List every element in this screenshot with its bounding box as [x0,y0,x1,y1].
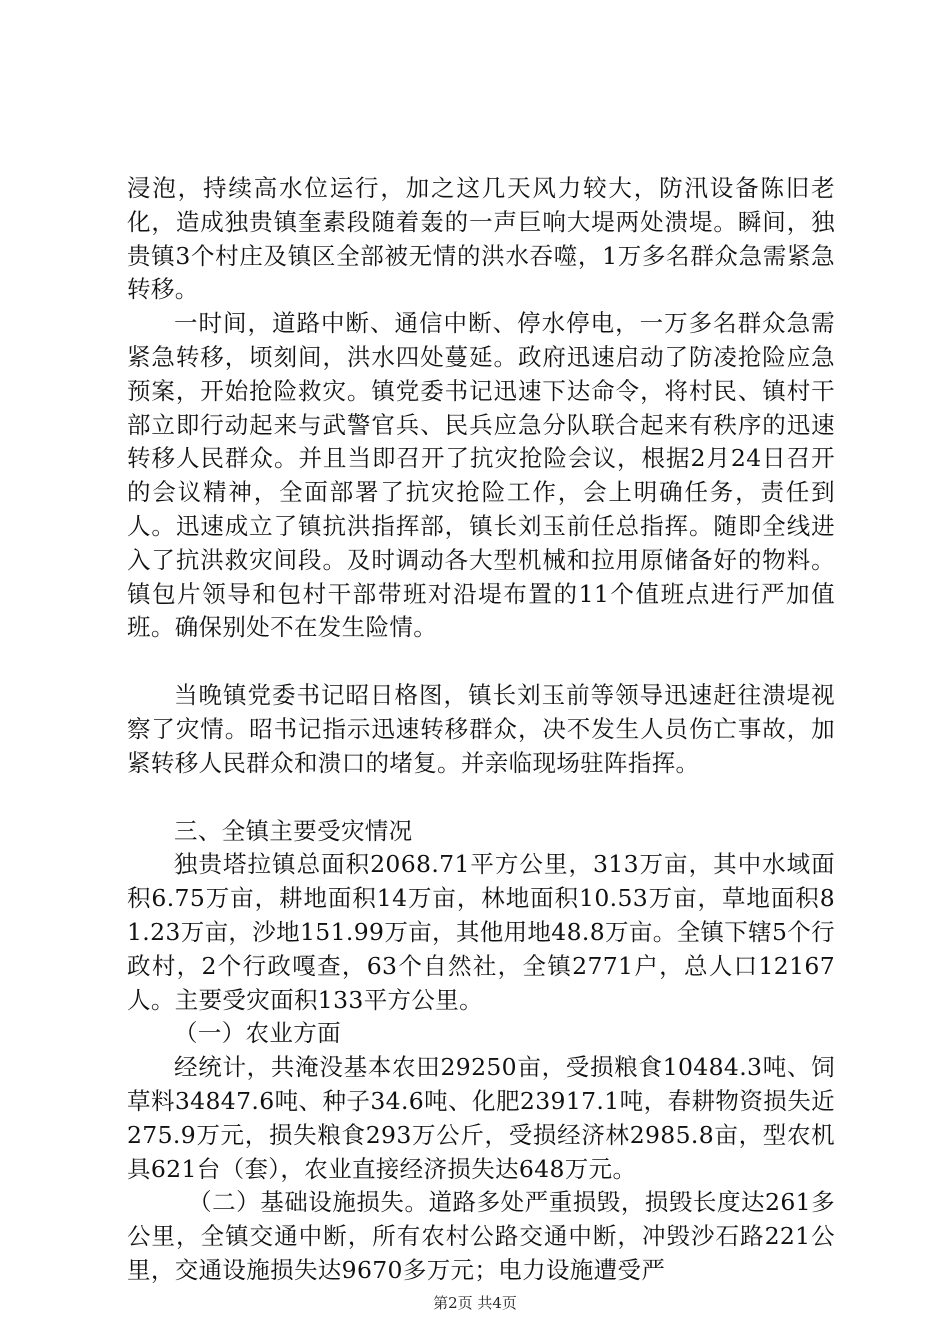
paragraph-infrastructure-losses: （二）基础设施损失。道路多处严重损毁，损毁长度达261多公里，全镇交通中断，所有农村公路交通中断，冲毁沙石路221公里，交通设施损失达9670多万元；电力设施遭受严 [127,1188,835,1284]
paragraph-flood-breach-continued: 浸泡，持续高水位运行，加之这几天风力较大，防汛设备陈旧老化，造成独贵镇奎素段随着轰的一声巨响大堤两处溃堤。瞬间，独贵镇3个村庄及镇区全部被无情的洪水吞噬，1万多名群众急需紧急转移。 [127,174,835,304]
document-body [127,172,835,1288]
paragraph-town-statistics: 独贵塔拉镇总面积2068.71平方公里，313万亩，其中水域面积6.75万亩，耕地面积14万亩，林地面积10.53万亩，草地面积81.23万亩，沙地151.99万亩，其他用地48.8万亩。全镇下辖5个行政村，2个行政嘎查，63个自然社，全镇2771户，总人口12167人。主要受灾面积133平方公里。 [127,850,835,1014]
paragraph-emergency-response: 一时间，道路中断、通信中断、停水停电，一万多名群众急需紧急转移，顷刻间，洪水四处蔓延。政府迅速启动了防凌抢险应急预案，开始抢险救灾。镇党委书记迅速下达命令，将村民、镇村干部立即行动起来与武警官兵、民兵应急分队联合起来有秩序的迅速转移人民群众。并且当即召开了抗灾抢险会议，根据2月24日召开的会议精神，全面部署了抗灾抢险工作，会上明确任务，责任到人。迅速成立了镇抗洪指挥部，镇长刘玉前任总指挥。随即全线进入了抗洪救灾间段。及时调动各大型机械和拉用原储备好的物料。镇包片领导和包村干部带班对沿堤布置的11个值班点进行严加值班。确保别处不在发生险情。 [127,309,835,642]
paragraph-agriculture-losses: 经统计，共淹没基本农田29250亩，受损粮食10484.3吨、饲草料34847.6吨、种子34.6吨、化肥23917.1吨，春耕物资损失近275.9万元，损失粮食293万公斤，受损经济林2985.8亩，型农机具621台（套），农业直接经济损失达648万元。 [127,1053,835,1183]
section-heading-disaster-overview: 三、全镇主要受灾情况 [174,816,413,845]
subheading-agriculture: （一）农业方面 [174,1019,341,1048]
paragraph-leaders-inspection: 当晚镇党委书记昭日格图，镇长刘玉前等领导迅速赶往溃堤视察了灾情。昭书记指示迅速转移群众，决不发生人员伤亡事故，加紧转移人民群众和溃口的堵复。并亲临现场驻阵指挥。 [127,681,835,777]
page-number-footer: 第2页 共4页 [433,1294,517,1312]
